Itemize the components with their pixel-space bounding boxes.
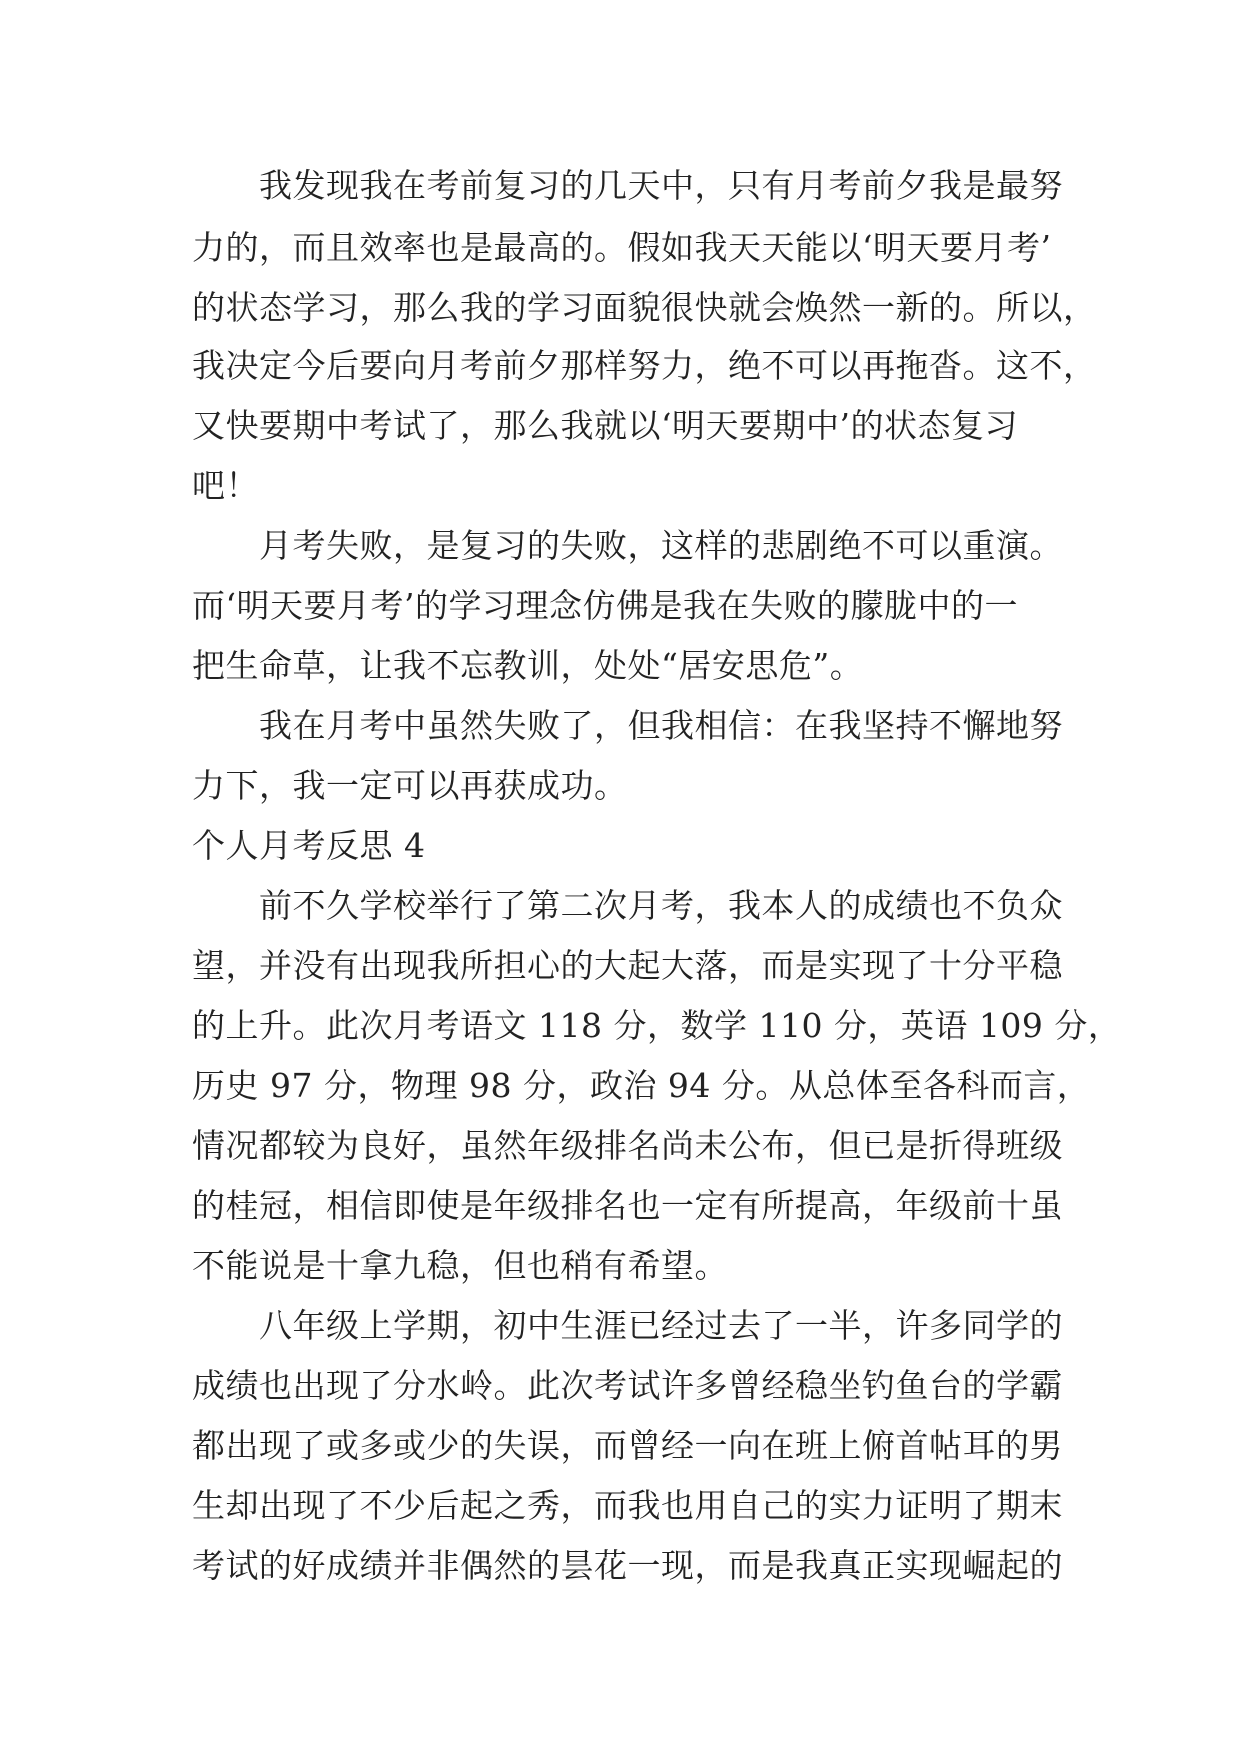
paragraph-line: 我发现我在考前复习的几天中，只有月考前夕我是最努 (259, 166, 1063, 205)
paragraph-line: 不能说是十拿九稳，但也稍有希望。 (192, 1246, 728, 1285)
paragraph-line: 力下，我一定可以再获成功。 (192, 766, 628, 805)
paragraph-line: 的上升。此次月考语文 118 分，数学 110 分，英语 109 分， (192, 1006, 1122, 1045)
paragraph-line: 生却出现了不少后起之秀，而我也用自己的实力证明了期末 (192, 1486, 1063, 1525)
paragraph-line: 望，并没有出现我所担心的大起大落，而是实现了十分平稳 (192, 946, 1063, 985)
paragraph-line: 八年级上学期，初中生涯已经过去了一半，许多同学的 (259, 1306, 1063, 1345)
paragraph-line: 情况都较为良好，虽然年级排名尚未公布，但已是折得班级 (192, 1126, 1063, 1165)
paragraph-line: 又快要期中考试了，那么我就以‘明天要期中’的状态复习 (192, 406, 1018, 445)
paragraph-line: 把生命草，让我不忘教训，处处“居安思危”。 (192, 646, 864, 685)
paragraph-line: 的桂冠，相信即使是年级排名也一定有所提高，年级前十虽 (192, 1186, 1063, 1225)
paragraph-line: 力的，而且效率也是最高的。假如我天天能以‘明天要月考’ (192, 228, 1052, 267)
paragraph-line: 而‘明天要月考’的学习理念仿佛是我在失败的朦胧中的一 (192, 586, 1018, 625)
paragraph-line: 前不久学校举行了第二次月考，我本人的成绩也不负众 (259, 886, 1063, 925)
paragraph-line: 考试的好成绩并非偶然的昙花一现，而是我真正实现崛起的 (192, 1546, 1063, 1585)
paragraph-line: 我在月考中虽然失败了，但我相信：在我坚持不懈地努 (259, 706, 1063, 745)
paragraph-line: 都出现了或多或少的失误，而曾经一向在班上俯首帖耳的男 (192, 1426, 1063, 1465)
paragraph-line: 成绩也出现了分水岭。此次考试许多曾经稳坐钓鱼台的学霸 (192, 1366, 1063, 1405)
paragraph-line: 月考失败，是复习的失败，这样的悲剧绝不可以重演。 (259, 526, 1063, 565)
section-heading: 个人月考反思 4 (192, 826, 426, 865)
paragraph-line: 我决定今后要向月考前夕那样努力，绝不可以再拖沓。这不， (192, 346, 1097, 385)
paragraph-line: 吧！ (192, 466, 259, 505)
paragraph-line: 历史 97 分，物理 98 分，政治 94 分。从总体至各科而言， (192, 1066, 1091, 1105)
paragraph-line: 的状态学习，那么我的学习面貌很快就会焕然一新的。所以， (192, 288, 1097, 327)
